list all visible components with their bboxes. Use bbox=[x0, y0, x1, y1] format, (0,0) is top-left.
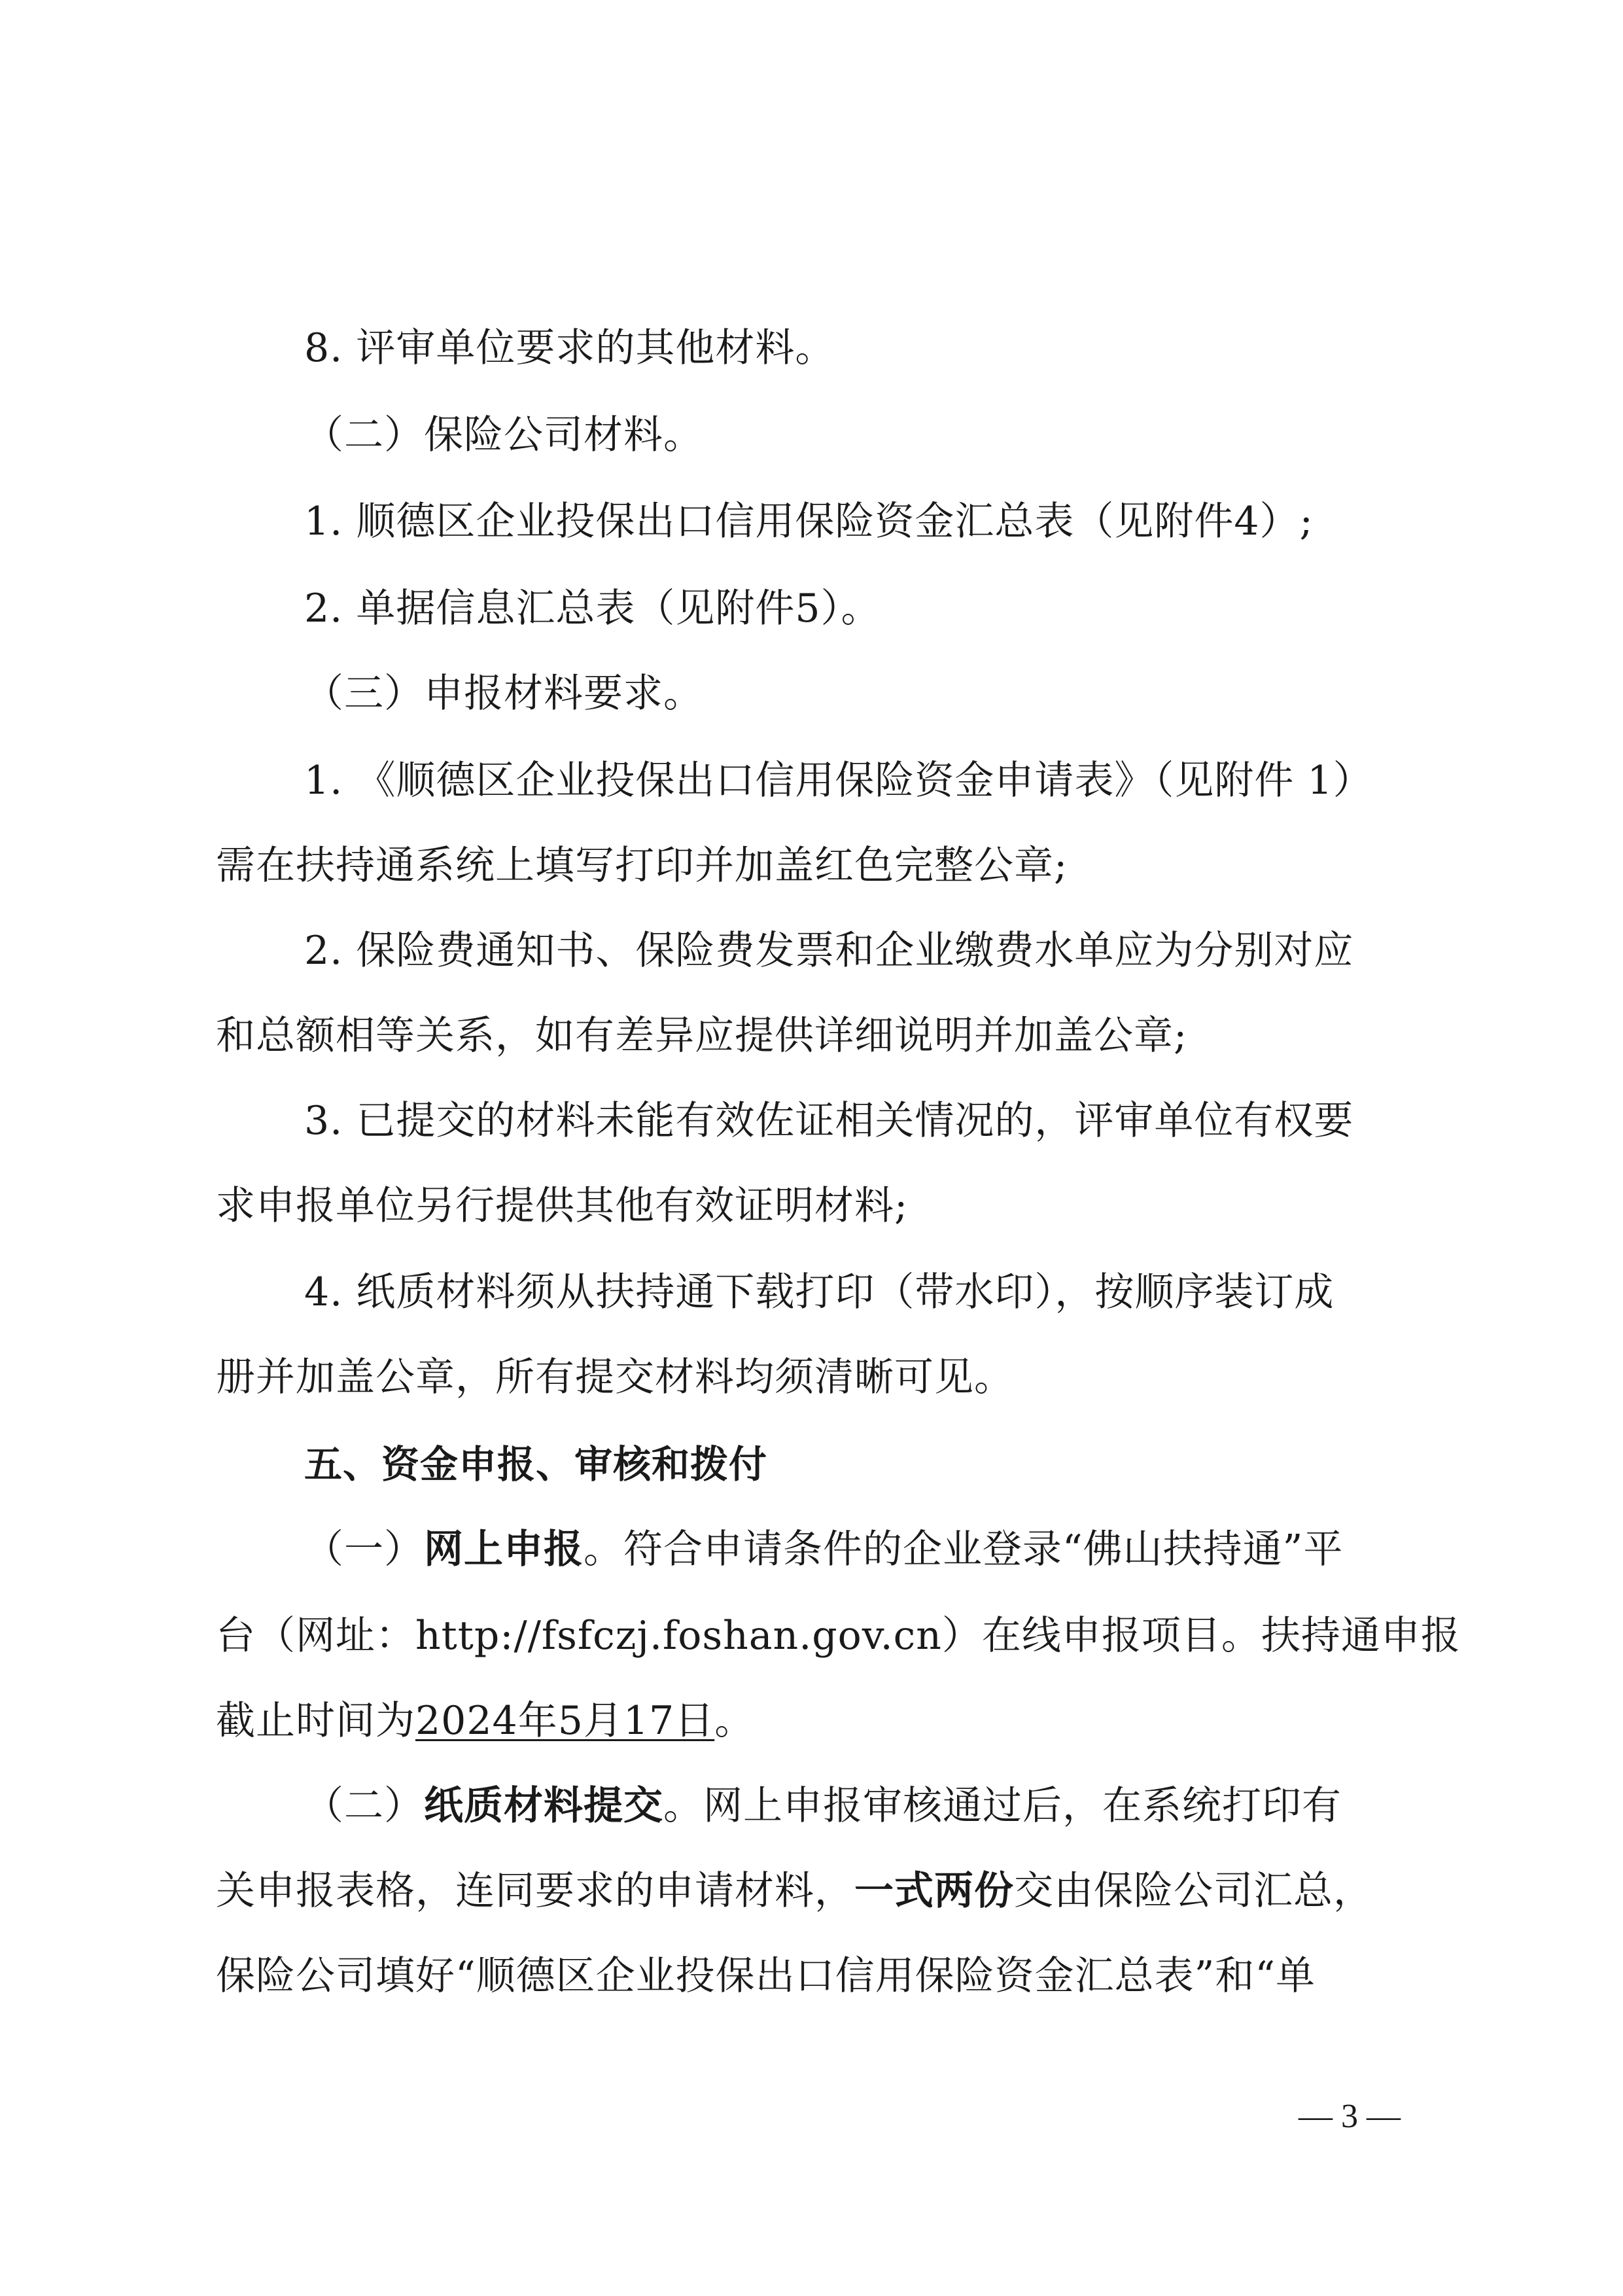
copies-emphasis: 一式两份 bbox=[854, 1868, 1014, 1914]
deadline-date: 2024年5月17日 bbox=[415, 1698, 715, 1744]
online-application-line-3 bbox=[216, 1695, 754, 1747]
deadline-prefix: 截止时间为 bbox=[216, 1698, 415, 1744]
paper-prefix: （二） bbox=[304, 1783, 424, 1829]
requirement-3-line-1: 3. 已提交的材料未能有效佐证相关情况的，评审单位有权要 bbox=[304, 1098, 1354, 1144]
item-8-other-materials: 8. 评审单位要求的其他材料。 bbox=[304, 325, 835, 371]
requirement-4-line-1: 4. 纸质材料须从扶持通下载打印（带水印），按顺序装订成 bbox=[304, 1269, 1335, 1315]
item-1-summary-table: 1. 顺德区企业投保出口信用保险资金汇总表（见附件4）; bbox=[304, 499, 1314, 544]
requirement-1-line-1: 1. 《顺德区企业投保出口信用保险资金申请表》（见附件 1） bbox=[304, 758, 1373, 804]
section-five-heading: 五、资金申报、审核和拨付 bbox=[304, 1442, 768, 1487]
requirement-2-line-2: 和总额相等关系，如有差异应提供详细说明并加盖公章; bbox=[216, 1013, 1188, 1059]
requirement-1-line-2: 需在扶持通系统上填写打印并加盖红色完整公章; bbox=[216, 843, 1068, 889]
requirement-2-line-1: 2. 保险费通知书、保险费发票和企业缴费水单应为分别对应 bbox=[304, 928, 1354, 974]
deadline-suffix: 。 bbox=[714, 1698, 755, 1744]
page-number: — 3 — bbox=[1299, 2098, 1401, 2135]
online-application-line-1 bbox=[304, 1523, 1343, 1576]
paper-submission-title: 纸质材料提交 bbox=[424, 1783, 663, 1829]
subsection-requirements: （三）申报材料要求。 bbox=[304, 671, 703, 716]
online-application-text: 。符合申请条件的企业登录“佛山扶持通”平 bbox=[584, 1527, 1344, 1572]
paper-submission-line-2 bbox=[216, 1865, 1373, 1917]
paper-line2-prefix: 关申报表格，连同要求的申请材料， bbox=[216, 1868, 854, 1914]
subsection-insurer-materials: （二）保险公司材料。 bbox=[304, 412, 703, 458]
online-application-title: 网上申报 bbox=[424, 1527, 584, 1572]
requirement-4-line-2: 册并加盖公章，所有提交材料均须清晰可见。 bbox=[216, 1354, 1014, 1400]
online-application-line-2: 台（网址：http://fsfczj.foshan.gov.cn）在线申报项目。扶持通申报 bbox=[216, 1613, 1461, 1659]
paper-submission-text: 。网上申报审核通过后，在系统打印有 bbox=[663, 1783, 1342, 1829]
paper-submission-line-1 bbox=[304, 1780, 1342, 1832]
paper-submission-line-3: 保险公司填好“顺德区企业投保出口信用保险资金汇总表”和“单 bbox=[216, 1953, 1316, 1999]
item-2-document-summary: 2. 单据信息汇总表（见附件5）。 bbox=[304, 586, 881, 631]
paper-line2-suffix: 交由保险公司汇总， bbox=[1014, 1868, 1373, 1914]
requirement-3-line-2: 求申报单位另行提供其他有效证明材料; bbox=[216, 1183, 909, 1229]
online-prefix: （一） bbox=[304, 1527, 424, 1572]
